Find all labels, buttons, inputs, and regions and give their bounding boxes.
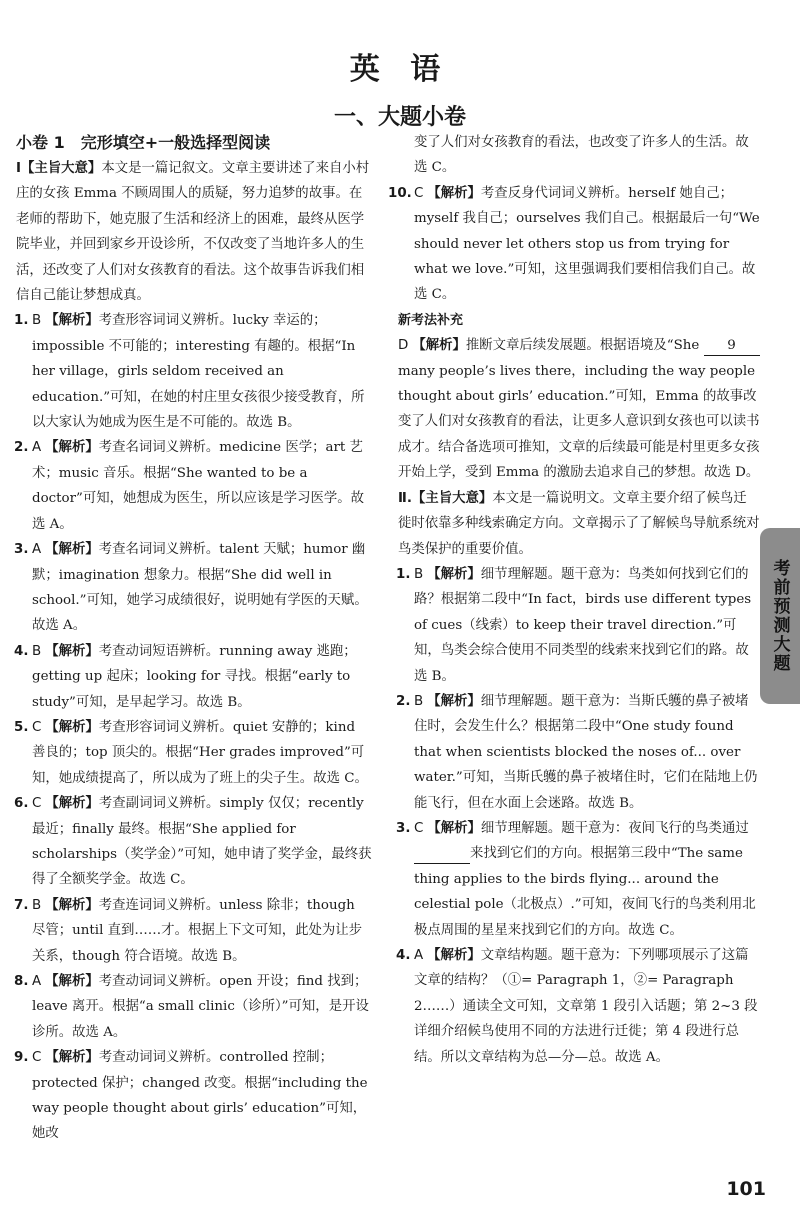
answer-letter: B [32, 897, 42, 913]
analysis-tag: 【解析】 [45, 440, 99, 456]
continuation-text [398, 130, 760, 181]
intro-paragraph-2 [398, 486, 760, 562]
answer-item [16, 969, 372, 1045]
answer-letter: C [414, 820, 424, 836]
intro-text: 本文是一篇记叙文。文章主要讲述了来自小村庄的女孩 Emma 不顾周围人的质疑，努力追梦的故事。在老师的帮助下，她克服了生活和经济上的困难，最终从医学院毕业，并回到家乡开设诊所，不仅改变了当地许多人的生活，还改变了人们对女孩教育的看法。这个故事告诉我们相信自己能让梦想成真。 [16, 161, 370, 304]
answer-letter: D [398, 338, 409, 354]
analysis-text: 考查动词短语辨析。running away 逃跑；getting up 起床；looking for 寻找。根据“early to study”可知，是早起学习。故选 B。 [32, 643, 357, 710]
continuation-body: 变了人们对女孩教育的看法，也改变了许多人的生活。故选 C。 [414, 135, 749, 176]
analysis-text: 考查连词词义辨析。unless 除非；though 尽管；until 直到……才。根据上下文可知，此处为让步关系，though 符合语境。故选 B。 [32, 897, 363, 964]
analysis-tag: 【解析】 [45, 796, 99, 812]
answer-item [16, 639, 372, 715]
page-number: 101 [726, 1178, 766, 1200]
analysis-tag: 【解析】 [45, 1050, 99, 1066]
answer-item [398, 562, 760, 689]
analysis-text: 细节理解题。题干意为：夜间飞行的鸟类通过 [480, 820, 749, 836]
answer-item [16, 308, 372, 435]
analysis-text: 考查名词词义辨析。talent 天赋；humor 幽默；imagination 想象力。根据“She did well in school.”可知，她学习成绩很好，说明她有学医的天赋。故选 A。 [32, 542, 368, 634]
answer-letter: B [32, 643, 42, 659]
answer-letter: C [414, 185, 424, 201]
analysis-text: 来找到它们的方向。根据第三段中“The same thing applies to the birds flying... around the celestial pole（北极点）.”可知，夜间飞行的鸟类利用北极点周围的星星来找到它们的方向。故选 C。 [414, 846, 756, 938]
answer-letter: C [32, 1050, 42, 1066]
intro-label: Ⅱ.【主旨大意】 [398, 490, 493, 506]
analysis-text: 细节理解题。题干意为：当斯氏鹱的鼻子被堵住时，会发生什么？根据第二段中“One study found that when scientists blocked the noses of... over water.”可知，当斯氏鹱的鼻子被堵住时，它们在陆地上仍能飞行，但在水面上会迷路。故选 B。 [414, 693, 758, 811]
answer-item [398, 943, 760, 1070]
analysis-text: 考查形容词词义辨析。quiet 安静的；kind 善良的；top 顶尖的。根据“Her grades improved”可知，她成绩提高了，所以成为了班上的尖子生。故选 C。 [32, 719, 368, 786]
page-title: 英 语 [349, 52, 451, 87]
answer-letter: A [32, 974, 42, 989]
side-tab [760, 528, 800, 704]
item-number: 1. [396, 566, 411, 582]
analysis-tag: 【解析】 [45, 643, 99, 659]
answer-item [16, 435, 372, 537]
answer-letter: C [32, 796, 42, 812]
analysis-text: 推断文章后续发展题。根据语境及“She [465, 338, 704, 354]
item-number: 3. [14, 542, 29, 558]
item-number: 2. [396, 693, 411, 709]
intro-text: 本文是一篇说明文。文章主要介绍了候鸟迁徙时依靠多种线索确定方向。文章揭示了了解候鸟导航系统对鸟类保护的重要价值。 [398, 490, 760, 557]
item-number: 4. [14, 643, 29, 659]
item-number: 2. [14, 440, 29, 456]
analysis-tag: 【解析】 [427, 693, 481, 709]
answer-item [16, 537, 372, 639]
analysis-text: 细节理解题。题干意为：鸟类如何找到它们的路？根据第二段中“In fact，birds use different types of cues（线索）to keep their travel direction.”可知，鸟类会综合使用不同类型的线索来找到它们的路。故选 B。 [414, 566, 752, 684]
answer-item [16, 1045, 372, 1147]
answer-item [16, 715, 372, 791]
left-column [16, 130, 372, 1147]
item-number: 9. [14, 1050, 29, 1066]
analysis-text: 考查动词词义辨析。controlled 控制；protected 保护；changed 改变。根据“including the way people thought about girls’ education”可知，她改 [32, 1050, 368, 1142]
answer-letter: B [414, 693, 424, 709]
intro-label: Ⅰ【主旨大意】 [16, 161, 102, 176]
answer-item [16, 791, 372, 893]
analysis-text: 文章结构题。题干意为：下列哪项展示了这篇文章的结构？（①= Paragraph 1，②= Paragraph 2……）通读全文可知，文章第 1 段引入话题；第 2~3 段详细介绍候鸟使用不同的方法进行迁徙；第 4 段进行总结。所以文章结构为总—分—总。故选 A。 [414, 948, 758, 1065]
analysis-text: 考查名词词义辨析。medicine 医学；art 艺术；music 音乐。根据“She wanted to be a doctor”可知，她想成为医生，所以应该是学习医学。故选 A。 [32, 440, 365, 532]
answer-letter: B [32, 313, 42, 329]
blank-number: 9 [704, 337, 760, 356]
item-number: 1. [14, 313, 29, 329]
answer-item [398, 689, 760, 816]
new-method-heading: 新考法补充 [398, 312, 464, 328]
analysis-text: 考查形容词词义辨析。lucky 幸运的；impossible 不可能的；interesting 有趣的。根据“In her village，girls seldom received an education.”可知，在她的村庄里女孩很少接受教育，所以大家认为她成为医生是不可能的。故选 B。 [32, 313, 365, 431]
section-subtitle: 一、大题小卷 [333, 105, 466, 130]
side-tab-label: 考前预测大题 [769, 559, 790, 673]
analysis-tag: 【解析】 [427, 185, 481, 201]
analysis-text: 考查反身代词词义辨析。herself 她自己；myself 我自己；ourselves 我们自己。根据最后一句“We should never let others stop us from trying for what we love.”可知，这里强调我们要相信我们自己。故选 C。 [414, 185, 760, 303]
analysis-tag: 【解析】 [45, 974, 99, 989]
answer-letter: B [414, 566, 424, 582]
item-number: 6. [14, 796, 29, 812]
analysis-tag: 【解析】 [412, 338, 466, 354]
analysis-tag: 【解析】 [45, 542, 99, 558]
item-number: 7. [14, 897, 29, 913]
answer-item [16, 893, 372, 969]
answer-letter: A [414, 948, 424, 963]
analysis-tag: 【解析】 [427, 566, 481, 582]
intro-paragraph [16, 156, 372, 308]
item-number: 3. [396, 820, 411, 836]
analysis-text: 考查副词词义辨析。simply 仅仅；recently 最近；finally 最终。根据“She applied for scholarships（奖学金）”可知，她申请了奖学金，最终获得了全额奖学金。故选 C。 [32, 796, 372, 888]
new-method-item [398, 333, 760, 485]
analysis-text: many people’s lives there，including the way people thought about girls’ education.”可知，Emma 的故事改变了人们对女孩教育的看法，让更多人意识到女孩也可以读书成才。结合备选项可推知，文章的后续最可能是村里更多女孩开始上学，受到 Emma 的激励去追求自己的梦想。故选 D。 [398, 363, 760, 481]
analysis-tag: 【解析】 [45, 719, 99, 735]
item-number: 8. [14, 974, 29, 989]
item-number: 10. [388, 185, 412, 201]
answer-letter: C [32, 719, 42, 735]
answer-blank [414, 845, 470, 864]
analysis-text: 考查动词词义辨析。open 开设；find 找到；leave 离开。根据“a small clinic（诊所）”可知，是开设诊所。故选 A。 [32, 974, 369, 1040]
analysis-tag: 【解析】 [45, 313, 99, 329]
answer-letter: A [32, 542, 42, 558]
answer-letter: A [32, 440, 42, 456]
analysis-tag: 【解析】 [427, 948, 481, 963]
analysis-tag: 【解析】 [45, 897, 99, 913]
item-number: 4. [396, 948, 411, 963]
section-heading: 小卷 1 完形填空+一般选择型阅读 [16, 133, 271, 152]
answer-item [398, 816, 760, 943]
item-number: 5. [14, 719, 29, 735]
analysis-tag: 【解析】 [427, 820, 481, 836]
answer-item [388, 181, 760, 308]
right-column [388, 130, 760, 1070]
